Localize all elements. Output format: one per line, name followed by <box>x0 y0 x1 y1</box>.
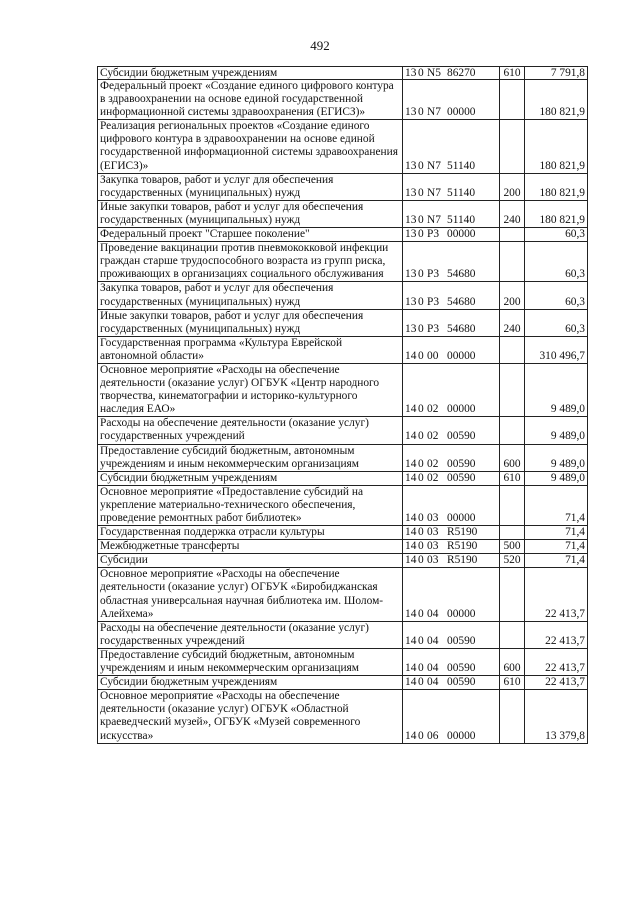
code-part-c3: 03 <box>427 540 439 553</box>
code-part-c3: 03 <box>427 554 439 567</box>
code-part-c2: 0 <box>418 471 424 484</box>
table-row <box>98 363 588 416</box>
code-part-c4: 00590 <box>447 676 476 689</box>
row-expense-type <box>500 363 525 416</box>
code-part-c2: 0 <box>418 526 424 539</box>
row-expense-type <box>500 526 525 540</box>
code-part-c4: R5190 <box>447 540 478 553</box>
row-name: Субсидии <box>98 554 403 568</box>
row-expense-type <box>500 336 525 363</box>
code-part-c1: 13 <box>405 268 417 281</box>
row-amount: 9 489,0 <box>525 471 588 485</box>
table-row <box>98 444 588 471</box>
table-row <box>98 80 588 120</box>
code-part-c2: 0 <box>418 607 424 620</box>
row-expense-type: 240 <box>500 200 525 227</box>
code-part-c2: 0 <box>418 322 424 335</box>
row-expense-type <box>500 80 525 120</box>
row-name: Закупка товаров, работ и услуг для обеспечения государственных (муниципальных) нужд <box>98 173 403 200</box>
code-part-c1: 14 <box>405 676 417 689</box>
row-amount: 180 821,9 <box>525 173 588 200</box>
code-part-c2: 0 <box>418 457 424 470</box>
code-part-c4: 54680 <box>447 268 476 281</box>
table-row <box>98 242 588 282</box>
row-amount: 60,3 <box>525 242 588 282</box>
row-amount: 9 489,0 <box>525 444 588 471</box>
code-part-c3: N7 <box>427 106 441 119</box>
row-name: Субсидии бюджетным учреждениям <box>98 67 403 80</box>
table-row <box>98 621 588 648</box>
row-name: Расходы на обеспечение деятельности (оказание услуг) государственных учреждений <box>98 417 403 444</box>
row-amount: 60,3 <box>525 282 588 309</box>
table-row <box>98 471 588 485</box>
row-name: Основное мероприятие «Расходы на обеспечение деятельности (оказание услуг) ОГБУК «Областной краеведческий музей», ОГБУК «Музей современного искусства» <box>98 690 403 743</box>
row-expense-type: 610 <box>500 676 525 690</box>
row-name: Федеральный проект «Создание единого цифрового контура в здравоохранении на основе единой государственной информационной системы здравоохранения (ЕГИСЗ)» <box>98 80 403 120</box>
table-row <box>98 120 588 173</box>
row-name: Субсидии бюджетным учреждениям <box>98 471 403 485</box>
code-part-c3: 04 <box>427 607 439 620</box>
row-code <box>403 471 500 485</box>
row-amount: 22 413,7 <box>525 648 588 675</box>
code-part-c2: 0 <box>418 554 424 567</box>
code-part-c4: 00000 <box>447 729 476 742</box>
row-code <box>403 621 500 648</box>
code-part-c2: 0 <box>418 676 424 689</box>
code-part-c1: 14 <box>405 349 417 362</box>
table-row <box>98 526 588 540</box>
row-amount: 22 413,7 <box>525 621 588 648</box>
table-row <box>98 336 588 363</box>
table-row <box>98 540 588 554</box>
table-row <box>98 173 588 200</box>
row-expense-type <box>500 417 525 444</box>
table-row <box>98 676 588 690</box>
row-name: Основное мероприятие «Расходы на обеспечение деятельности (оказание услуг) ОГБУК «Центр народного творчества, кинематографии и историко-культурного наследия ЕАО» <box>98 363 403 416</box>
code-part-c3: 02 <box>427 457 439 470</box>
code-part-c3: N5 <box>427 67 441 79</box>
code-part-c4: 51140 <box>447 213 476 226</box>
row-name: Основное мероприятие «Расходы на обеспечение деятельности (оказание услуг) ОГБУК «Биробиджанская областная универсальная научная библиотека им. Шолом-Алейхема» <box>98 568 403 621</box>
row-code <box>403 676 500 690</box>
row-expense-type <box>500 485 525 525</box>
row-name: Иные закупки товаров, работ и услуг для обеспечения государственных (муниципальных) нужд <box>98 309 403 336</box>
table-row <box>98 200 588 227</box>
row-amount: 9 489,0 <box>525 417 588 444</box>
table-row <box>98 417 588 444</box>
budget-table <box>97 66 588 744</box>
code-part-c3: P3 <box>427 322 440 335</box>
row-code <box>403 363 500 416</box>
code-part-c1: 14 <box>405 512 417 524</box>
code-part-c1: 14 <box>405 607 417 620</box>
code-part-c3: 06 <box>427 729 439 742</box>
row-expense-type <box>500 690 525 743</box>
table-row <box>98 648 588 675</box>
row-amount: 71,4 <box>525 554 588 568</box>
row-code <box>403 242 500 282</box>
row-expense-type: 600 <box>500 648 525 675</box>
code-part-c3: N7 <box>427 213 441 226</box>
code-part-c2: 0 <box>418 662 424 675</box>
code-part-c3: 04 <box>427 676 439 689</box>
code-part-c1: 13 <box>405 213 417 226</box>
row-amount: 9 489,0 <box>525 363 588 416</box>
code-part-c3: 03 <box>427 512 439 524</box>
code-part-c3: 04 <box>427 662 439 675</box>
code-part-c4: 51140 <box>447 186 476 199</box>
row-expense-type: 500 <box>500 540 525 554</box>
row-amount: 180 821,9 <box>525 120 588 173</box>
row-code <box>403 173 500 200</box>
row-amount: 71,4 <box>525 540 588 554</box>
row-name: Закупка товаров, работ и услуг для обеспечения государственных (муниципальных) нужд <box>98 282 403 309</box>
row-code <box>403 554 500 568</box>
code-part-c3: P3 <box>427 228 440 241</box>
code-part-c3: N7 <box>427 186 441 199</box>
code-part-c4: 00000 <box>447 228 476 241</box>
code-part-c4: 00000 <box>447 607 476 620</box>
code-part-c4: 00000 <box>447 349 476 362</box>
row-name: Расходы на обеспечение деятельности (оказание услуг) государственных учреждений <box>98 621 403 648</box>
code-part-c2: 0 <box>418 349 424 362</box>
row-name: Государственная программа «Культура Еврейской автономной области» <box>98 336 403 363</box>
code-part-c4: 00590 <box>447 471 476 484</box>
code-part-c4: 54680 <box>447 295 476 308</box>
code-part-c4: 00590 <box>447 634 476 647</box>
code-part-c1: 14 <box>405 457 417 470</box>
row-name: Субсидии бюджетным учреждениям <box>98 676 403 690</box>
code-part-c4: 54680 <box>447 322 476 335</box>
row-code <box>403 485 500 525</box>
code-part-c4: 51140 <box>447 159 476 172</box>
row-amount: 310 496,7 <box>525 336 588 363</box>
page-number: 492 <box>310 38 330 53</box>
row-expense-type: 200 <box>500 173 525 200</box>
row-name: Федеральный проект "Старшее поколение" <box>98 228 403 242</box>
row-amount: 7 791,8 <box>525 67 588 80</box>
code-part-c3: 02 <box>427 471 439 484</box>
row-name: Реализация региональных проектов «Создание единого цифрового контура в здравоохранении на основе единой государственной информационной системы здравоохранения (ЕГИСЗ)» <box>98 120 403 173</box>
row-code <box>403 444 500 471</box>
row-expense-type <box>500 621 525 648</box>
row-expense-type <box>500 568 525 621</box>
code-part-c3: P3 <box>427 268 440 281</box>
row-amount: 71,4 <box>525 485 588 525</box>
row-expense-type: 520 <box>500 554 525 568</box>
code-part-c3: 04 <box>427 634 439 647</box>
row-name: Государственная поддержка отрасли культуры <box>98 526 403 540</box>
code-part-c4: 00590 <box>447 457 476 470</box>
row-amount: 180 821,9 <box>525 80 588 120</box>
row-amount: 22 413,7 <box>525 676 588 690</box>
code-part-c3: 02 <box>427 403 439 416</box>
row-code <box>403 648 500 675</box>
row-name: Предоставление субсидий бюджетным, автономным учреждениям и иным некоммерческим организациям <box>98 444 403 471</box>
code-part-c2: 0 <box>418 295 424 308</box>
code-part-c4: 00590 <box>447 662 476 675</box>
row-expense-type <box>500 242 525 282</box>
row-code <box>403 568 500 621</box>
code-part-c1: 14 <box>405 634 417 647</box>
code-part-c2: 0 <box>418 430 424 443</box>
code-part-c2: 0 <box>418 268 424 281</box>
row-expense-type <box>500 120 525 173</box>
row-expense-type: 600 <box>500 444 525 471</box>
code-part-c1: 13 <box>405 106 417 119</box>
code-part-c1: 14 <box>405 554 417 567</box>
code-part-c4: 86270 <box>447 67 476 79</box>
row-amount: 60,3 <box>525 228 588 242</box>
code-part-c4: 00590 <box>447 430 476 443</box>
code-part-c2: 0 <box>418 512 424 524</box>
table-row <box>98 67 588 80</box>
row-code <box>403 67 500 80</box>
row-expense-type: 200 <box>500 282 525 309</box>
code-part-c1: 14 <box>405 729 417 742</box>
row-code <box>403 526 500 540</box>
code-part-c2: 0 <box>418 67 424 79</box>
row-name: Проведение вакцинации против пневмококковой инфекции граждан старше трудоспособного возраста из групп риска, проживающих в организациях социального обслуживания <box>98 242 403 282</box>
code-part-c1: 13 <box>405 159 417 172</box>
code-part-c2: 0 <box>418 540 424 553</box>
code-part-c1: 13 <box>405 67 417 79</box>
table-row <box>98 568 588 621</box>
code-part-c4: R5190 <box>447 554 478 567</box>
code-part-c2: 0 <box>418 186 424 199</box>
row-name: Межбюджетные трансферты <box>98 540 403 554</box>
row-amount: 60,3 <box>525 309 588 336</box>
table-row <box>98 309 588 336</box>
code-part-c3: 03 <box>427 526 439 539</box>
table-row <box>98 485 588 525</box>
table-row <box>98 228 588 242</box>
code-part-c1: 13 <box>405 186 417 199</box>
code-part-c1: 14 <box>405 662 417 675</box>
code-part-c1: 14 <box>405 430 417 443</box>
row-name: Основное мероприятие «Предоставление субсидий на укрепление материально-технического обеспечения, проведение ремонтных работ библиотек» <box>98 485 403 525</box>
code-part-c2: 0 <box>418 106 424 119</box>
row-expense-type: 240 <box>500 309 525 336</box>
row-amount: 13 379,8 <box>525 690 588 743</box>
code-part-c3: P3 <box>427 295 440 308</box>
row-amount: 71,4 <box>525 526 588 540</box>
code-part-c2: 0 <box>418 213 424 226</box>
row-code <box>403 309 500 336</box>
code-part-c2: 0 <box>418 228 424 241</box>
code-part-c1: 13 <box>405 295 417 308</box>
row-code <box>403 282 500 309</box>
table-row <box>98 554 588 568</box>
code-part-c3: 02 <box>427 430 439 443</box>
table-row <box>98 690 588 743</box>
row-expense-type: 610 <box>500 67 525 80</box>
code-part-c1: 14 <box>405 403 417 416</box>
code-part-c3: 00 <box>427 349 439 362</box>
row-amount: 180 821,9 <box>525 200 588 227</box>
code-part-c2: 0 <box>418 634 424 647</box>
code-part-c4: 00000 <box>447 106 476 119</box>
code-part-c1: 13 <box>405 322 417 335</box>
table-row <box>98 282 588 309</box>
code-part-c2: 0 <box>418 403 424 416</box>
code-part-c1: 14 <box>405 526 417 539</box>
row-code <box>403 690 500 743</box>
row-code <box>403 228 500 242</box>
code-part-c2: 0 <box>418 159 424 172</box>
code-part-c1: 13 <box>405 228 417 241</box>
code-part-c4: R5190 <box>447 526 478 539</box>
row-amount: 22 413,7 <box>525 568 588 621</box>
code-part-c4: 00000 <box>447 512 476 524</box>
row-code <box>403 200 500 227</box>
row-code <box>403 80 500 120</box>
row-code <box>403 336 500 363</box>
code-part-c2: 0 <box>418 729 424 742</box>
row-name: Иные закупки товаров, работ и услуг для обеспечения государственных (муниципальных) нужд <box>98 200 403 227</box>
row-expense-type: 610 <box>500 471 525 485</box>
code-part-c3: N7 <box>427 159 441 172</box>
row-name: Предоставление субсидий бюджетным, автономным учреждениям и иным некоммерческим организациям <box>98 648 403 675</box>
row-code <box>403 540 500 554</box>
row-code <box>403 417 500 444</box>
row-code <box>403 120 500 173</box>
code-part-c4: 00000 <box>447 403 476 416</box>
code-part-c1: 14 <box>405 471 417 484</box>
row-expense-type <box>500 228 525 242</box>
code-part-c1: 14 <box>405 540 417 553</box>
